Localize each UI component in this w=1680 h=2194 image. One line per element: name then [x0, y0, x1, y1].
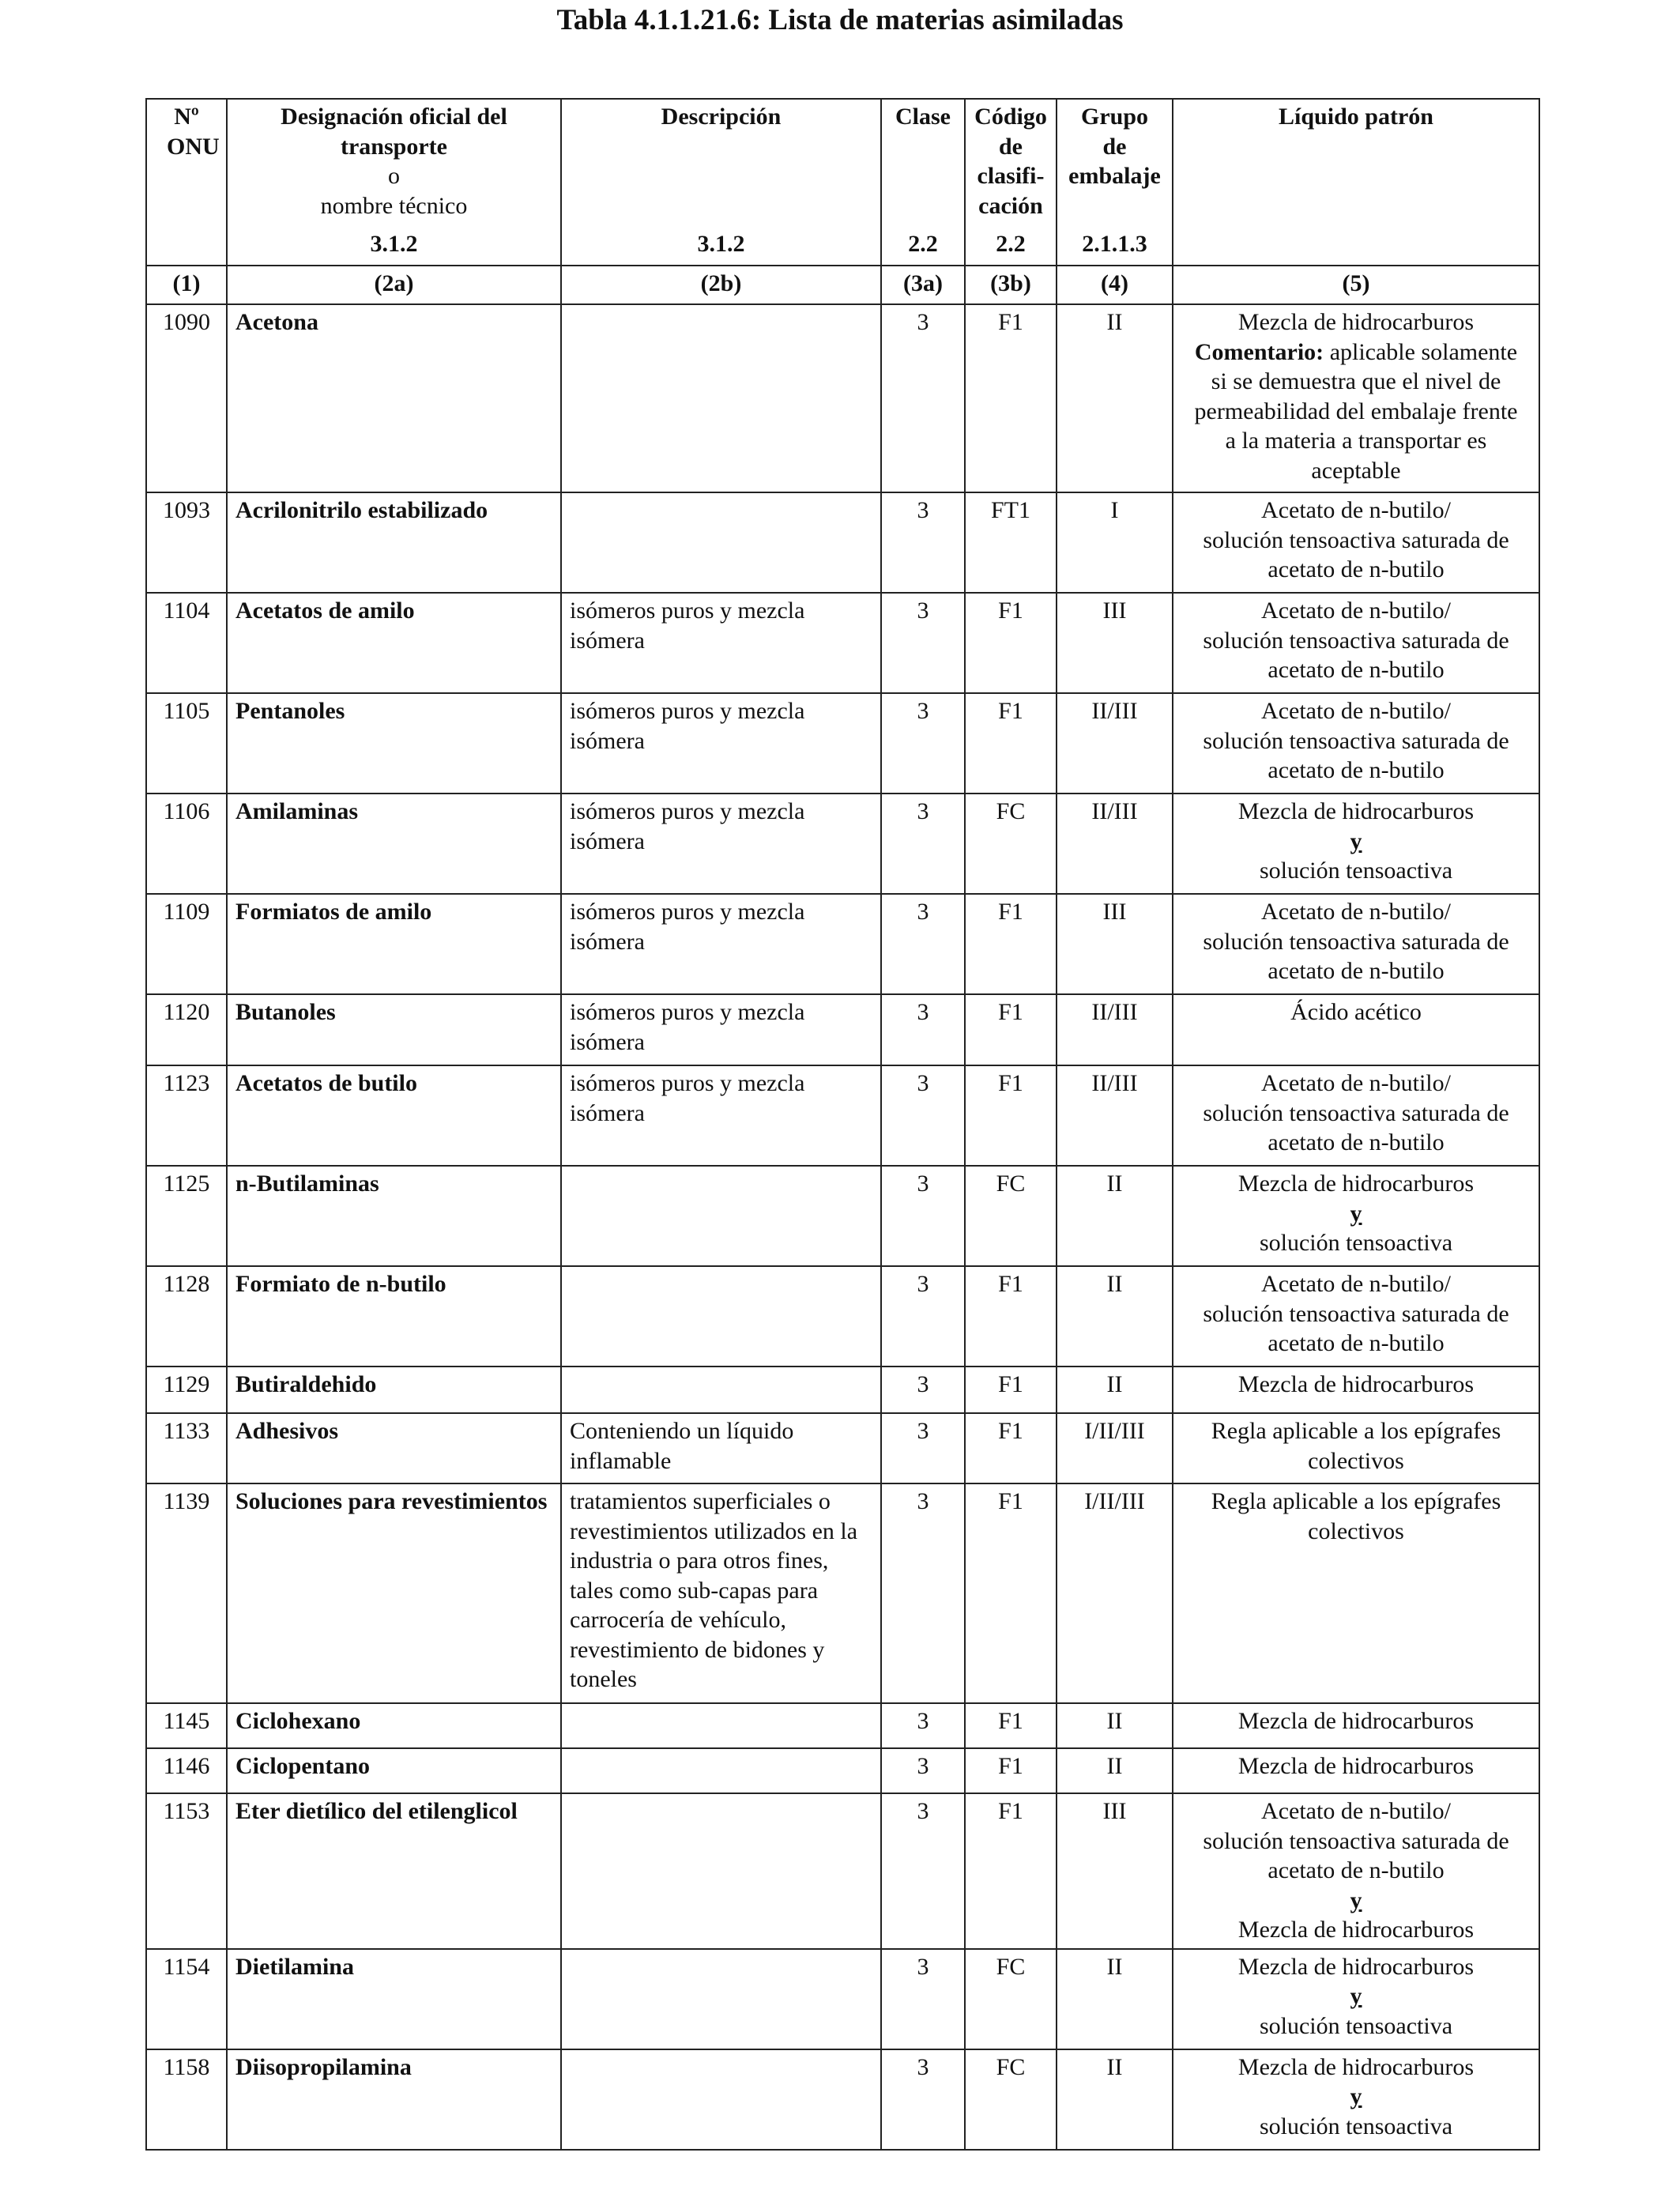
grupo-cell: II: [1057, 304, 1173, 492]
designacion-cell: Acetatos de amilo: [227, 593, 561, 693]
codigo-cell: F1: [965, 593, 1057, 693]
liquido-patron-cell: [1173, 1266, 1539, 1367]
descripcion-cell: isómeros puros y mezcla isómera: [561, 1065, 881, 1166]
col-number: (3b): [965, 266, 1057, 304]
codigo-cell: F1: [965, 894, 1057, 994]
grupo-cell: III: [1057, 1793, 1173, 1949]
onu-cell: 1109: [146, 894, 227, 994]
liquido-line: acetato de n-butilo: [1268, 657, 1445, 683]
onu-cell: 1093: [146, 492, 227, 593]
liquido-line: acetato de n-butilo: [1268, 1330, 1445, 1356]
liquido-patron-cell: [1173, 1748, 1539, 1793]
liquido-patron-cell: [1173, 1065, 1539, 1166]
onu-cell: 1090: [146, 304, 227, 492]
liquido-line: acetato de n-butilo: [1268, 556, 1445, 582]
onu-cell: 1125: [146, 1166, 227, 1266]
codigo-cell: F1: [965, 1748, 1057, 1793]
liquido-line: acetato de n-butilo: [1268, 1129, 1445, 1155]
liquido-line: solución tensoactiva saturada de: [1203, 928, 1509, 955]
liquido-patron-cell: [1173, 304, 1539, 492]
liquido-patron-cell: [1173, 794, 1539, 894]
codigo-cell: FT1: [965, 492, 1057, 593]
designacion-cell: Eter dietílico del etilenglicol: [227, 1793, 561, 1949]
onu-cell: 1120: [146, 994, 227, 1065]
clase-cell: 3: [881, 1065, 965, 1166]
descripcion-cell: [561, 492, 881, 593]
header-liquido: Líquido patrón: [1173, 99, 1539, 266]
grupo-cell: II/III: [1057, 1065, 1173, 1166]
descripcion-cell: isómeros puros y mezcla isómera: [561, 693, 881, 794]
materias-table: [145, 98, 1540, 2151]
liquido-line: acetato de n-butilo: [1268, 757, 1445, 783]
liquido-line: acetato de n-butilo: [1268, 958, 1445, 984]
liquido-line: Acetato de n-butilo/: [1261, 1070, 1451, 1096]
grupo-cell: II: [1057, 1703, 1173, 1748]
table-row: [146, 1413, 1539, 1483]
clase-cell: 3: [881, 593, 965, 693]
grupo-cell: I/II/III: [1057, 1413, 1173, 1483]
header-clase: Clase 2.2: [881, 99, 965, 266]
designacion-cell: Formiatos de amilo: [227, 894, 561, 994]
clase-cell: 3: [881, 1793, 965, 1949]
grupo-cell: I/II/III: [1057, 1483, 1173, 1703]
liquido-patron-cell: [1173, 2049, 1539, 2150]
grupo-cell: II/III: [1057, 994, 1173, 1065]
grupo-cell: III: [1057, 593, 1173, 693]
table-row: [146, 1949, 1539, 2049]
onu-cell: 1139: [146, 1483, 227, 1703]
clase-cell: 3: [881, 1266, 965, 1367]
comentario-text: aplicable solamente si se demuestra que el nivel de permeabilidad del embalaje frente a la materia a transportar es aceptable: [1194, 338, 1518, 484]
codigo-cell: F1: [965, 693, 1057, 794]
codigo-cell: F1: [965, 1483, 1057, 1703]
liquido-patron-cell: [1173, 994, 1539, 1065]
conjunction-y: y: [1350, 2083, 1362, 2109]
conjunction-y: y: [1350, 1887, 1362, 1913]
designacion-cell: Butanoles: [227, 994, 561, 1065]
liquido-line: Acetato de n-butilo/: [1261, 598, 1451, 624]
liquido-patron-cell: [1173, 1413, 1539, 1483]
table-row: [146, 304, 1539, 492]
grupo-cell: II: [1057, 1166, 1173, 1266]
liquido-line: solución tensoactiva: [1259, 2113, 1453, 2139]
liquido-line: solución tensoactiva saturada de: [1203, 727, 1509, 754]
codigo-cell: FC: [965, 1166, 1057, 1266]
liquido-patron-cell: [1173, 492, 1539, 593]
comentario-label: Comentario:: [1194, 338, 1324, 365]
liquido-line: solución tensoactiva saturada de: [1203, 627, 1509, 654]
liquido-line: Mezcla de hidrocarburos: [1237, 1171, 1475, 1197]
designacion-cell: Ciclopentano: [227, 1748, 561, 1793]
clase-cell: 3: [881, 794, 965, 894]
grupo-cell: II: [1057, 1266, 1173, 1367]
designacion-cell: Dietilamina: [227, 1949, 561, 2049]
descripcion-cell: tratamientos superficiales o revestimientos utilizados en la industria o para otros fines, tales como sub-capas para carrocería de vehículo, revestimiento de bidones y toneles: [561, 1483, 881, 1703]
table-row: [146, 492, 1539, 593]
designacion-cell: Amilaminas: [227, 794, 561, 894]
clase-cell: 3: [881, 492, 965, 593]
liquido-patron-cell: [1173, 894, 1539, 994]
liquido-patron-cell: [1173, 1949, 1539, 2049]
descripcion-cell: isómeros puros y mezcla isómera: [561, 593, 881, 693]
onu-cell: 1154: [146, 1949, 227, 2049]
liquido-line: solución tensoactiva saturada de: [1203, 1300, 1509, 1327]
designacion-cell: Acetona: [227, 304, 561, 492]
page-title: Tabla 4.1.1.21.6: Lista de materias asimiladas: [556, 4, 1124, 36]
liquido-line: solución tensoactiva saturada de: [1203, 1827, 1509, 1854]
liquido-line: solución tensoactiva saturada de: [1203, 1099, 1509, 1126]
designacion-cell: Acrilonitrilo estabilizado: [227, 492, 561, 593]
grupo-cell: I: [1057, 492, 1173, 593]
col-number: (2a): [227, 266, 561, 304]
grupo-cell: II: [1057, 1949, 1173, 2049]
descripcion-cell: [561, 1793, 881, 1949]
descripcion-cell: [561, 1949, 881, 2049]
onu-cell: 1106: [146, 794, 227, 894]
clase-cell: 3: [881, 304, 965, 492]
onu-cell: 1158: [146, 2049, 227, 2150]
table-row: [146, 1367, 1539, 1413]
descripcion-cell: [561, 2049, 881, 2150]
comentario-note: [1177, 337, 1535, 486]
codigo-cell: F1: [965, 1793, 1057, 1949]
liquido-patron-cell: [1173, 593, 1539, 693]
table-row: [146, 593, 1539, 693]
liquido-line: Mezcla de hidrocarburos: [1237, 309, 1475, 335]
liquido-line: colectivos: [1308, 1517, 1404, 1544]
clase-cell: 3: [881, 2049, 965, 2150]
codigo-cell: F1: [965, 1065, 1057, 1166]
clase-cell: 3: [881, 1703, 965, 1748]
table-row: [146, 1703, 1539, 1748]
grupo-cell: II: [1057, 1748, 1173, 1793]
clase-cell: 3: [881, 1367, 965, 1413]
liquido-patron-cell: [1173, 1793, 1539, 1949]
designacion-cell: Diisopropilamina: [227, 2049, 561, 2150]
descripcion-cell: isómeros puros y mezcla isómera: [561, 794, 881, 894]
codigo-cell: FC: [965, 794, 1057, 894]
liquido-line: solución tensoactiva: [1259, 1230, 1453, 1256]
col-number: (4): [1057, 266, 1173, 304]
clase-cell: 3: [881, 1748, 965, 1793]
table-row: [146, 794, 1539, 894]
onu-cell: 1146: [146, 1748, 227, 1793]
liquido-line: Mezcla de hidrocarburos: [1237, 1708, 1475, 1734]
liquido-line: solución tensoactiva: [1259, 2012, 1453, 2039]
onu-cell: 1128: [146, 1266, 227, 1367]
descripcion-cell: [561, 1703, 881, 1748]
liquido-line: Mezcla de hidrocarburos: [1237, 798, 1475, 824]
liquido-line: Regla aplicable a los epígrafes: [1211, 1418, 1501, 1444]
table-row: [146, 994, 1539, 1065]
descripcion-cell: [561, 1748, 881, 1793]
onu-cell: 1105: [146, 693, 227, 794]
designacion-cell: Soluciones para revestimientos: [227, 1483, 561, 1703]
descripcion-cell: [561, 304, 881, 492]
liquido-line: colectivos: [1308, 1447, 1404, 1474]
liquido-line: Mezcla de hidrocarburos: [1237, 1917, 1475, 1943]
codigo-cell: F1: [965, 1266, 1057, 1367]
onu-cell: 1153: [146, 1793, 227, 1949]
conjunction-y: y: [1350, 1200, 1362, 1227]
liquido-line: Acetato de n-butilo/: [1261, 497, 1451, 523]
header-row: [146, 99, 1539, 266]
liquido-line: Mezcla de hidrocarburos: [1237, 2053, 1475, 2080]
codigo-cell: F1: [965, 1367, 1057, 1413]
column-number-row: [146, 266, 1539, 304]
table-row: [146, 1483, 1539, 1703]
clase-cell: 3: [881, 1483, 965, 1703]
table-row: [146, 1065, 1539, 1166]
grupo-cell: II: [1057, 2049, 1173, 2150]
descripcion-cell: isómeros puros y mezcla isómera: [561, 894, 881, 994]
grupo-cell: III: [1057, 894, 1173, 994]
table-row: [146, 1266, 1539, 1367]
header-onu: Nº ONU: [146, 99, 227, 266]
codigo-cell: F1: [965, 304, 1057, 492]
grupo-cell: II/III: [1057, 794, 1173, 894]
clase-cell: 3: [881, 693, 965, 794]
table-row: [146, 693, 1539, 794]
clase-cell: 3: [881, 1166, 965, 1266]
col-number: (3a): [881, 266, 965, 304]
liquido-line: Acetato de n-butilo/: [1261, 899, 1451, 925]
header-designacion: Designación oficial del transporte o nombre técnico 3.1.2: [227, 99, 561, 266]
clase-cell: 3: [881, 994, 965, 1065]
onu-cell: 1133: [146, 1413, 227, 1483]
liquido-line: solución tensoactiva: [1259, 858, 1453, 884]
col-number: (5): [1173, 266, 1539, 304]
clase-cell: 3: [881, 894, 965, 994]
codigo-cell: FC: [965, 1949, 1057, 2049]
descripcion-cell: [561, 1166, 881, 1266]
liquido-line: Mezcla de hidrocarburos: [1237, 1953, 1475, 1980]
codigo-cell: F1: [965, 1413, 1057, 1483]
liquido-patron-cell: [1173, 693, 1539, 794]
col-number: (2b): [561, 266, 881, 304]
liquido-line: Acetato de n-butilo/: [1261, 1798, 1451, 1824]
table-row: [146, 1166, 1539, 1266]
onu-cell: 1123: [146, 1065, 227, 1166]
onu-cell: 1129: [146, 1367, 227, 1413]
onu-cell: 1104: [146, 593, 227, 693]
liquido-patron-cell: [1173, 1483, 1539, 1703]
table-row: [146, 1793, 1539, 1949]
liquido-line: Mezcla de hidrocarburos: [1237, 1371, 1475, 1397]
liquido-patron-cell: [1173, 1703, 1539, 1748]
designacion-cell: Adhesivos: [227, 1413, 561, 1483]
conjunction-y: y: [1350, 827, 1362, 854]
liquido-line: Acetato de n-butilo/: [1261, 698, 1451, 724]
designacion-cell: Butiraldehido: [227, 1367, 561, 1413]
onu-cell: 1145: [146, 1703, 227, 1748]
liquido-line: Mezcla de hidrocarburos: [1237, 1753, 1475, 1779]
liquido-line: Regla aplicable a los epígrafes: [1211, 1488, 1501, 1514]
liquido-patron-cell: [1173, 1367, 1539, 1413]
table-row: [146, 894, 1539, 994]
header-grupo: Grupo de embalaje 2.1.1.3: [1057, 99, 1173, 266]
table-body: [146, 304, 1539, 2150]
designacion-cell: Acetatos de butilo: [227, 1065, 561, 1166]
descripcion-cell: Conteniendo un líquido inflamable: [561, 1413, 881, 1483]
liquido-line: Ácido acético: [1290, 999, 1422, 1025]
descripcion-cell: isómeros puros y mezcla isómera: [561, 994, 881, 1065]
designacion-cell: n-Butilaminas: [227, 1166, 561, 1266]
codigo-cell: F1: [965, 1703, 1057, 1748]
conjunction-y: y: [1350, 1983, 1362, 2009]
descripcion-cell: [561, 1367, 881, 1413]
table-row: [146, 1748, 1539, 1793]
grupo-cell: II: [1057, 1367, 1173, 1413]
designacion-cell: Pentanoles: [227, 693, 561, 794]
descripcion-cell: [561, 1266, 881, 1367]
col-number: (1): [146, 266, 227, 304]
header-codigo: Código de clasifi-cación 2.2: [965, 99, 1057, 266]
designacion-cell: Formiato de n-butilo: [227, 1266, 561, 1367]
clase-cell: 3: [881, 1413, 965, 1483]
designacion-cell: Ciclohexano: [227, 1703, 561, 1748]
liquido-line: acetato de n-butilo: [1268, 1857, 1445, 1883]
liquido-line: solución tensoactiva saturada de: [1203, 526, 1509, 553]
grupo-cell: II/III: [1057, 693, 1173, 794]
liquido-line: Acetato de n-butilo/: [1261, 1271, 1451, 1297]
codigo-cell: F1: [965, 994, 1057, 1065]
codigo-cell: FC: [965, 2049, 1057, 2150]
liquido-patron-cell: [1173, 1166, 1539, 1266]
table-row: [146, 2049, 1539, 2150]
header-descripcion: Descripción 3.1.2: [561, 99, 881, 266]
clase-cell: 3: [881, 1949, 965, 2049]
